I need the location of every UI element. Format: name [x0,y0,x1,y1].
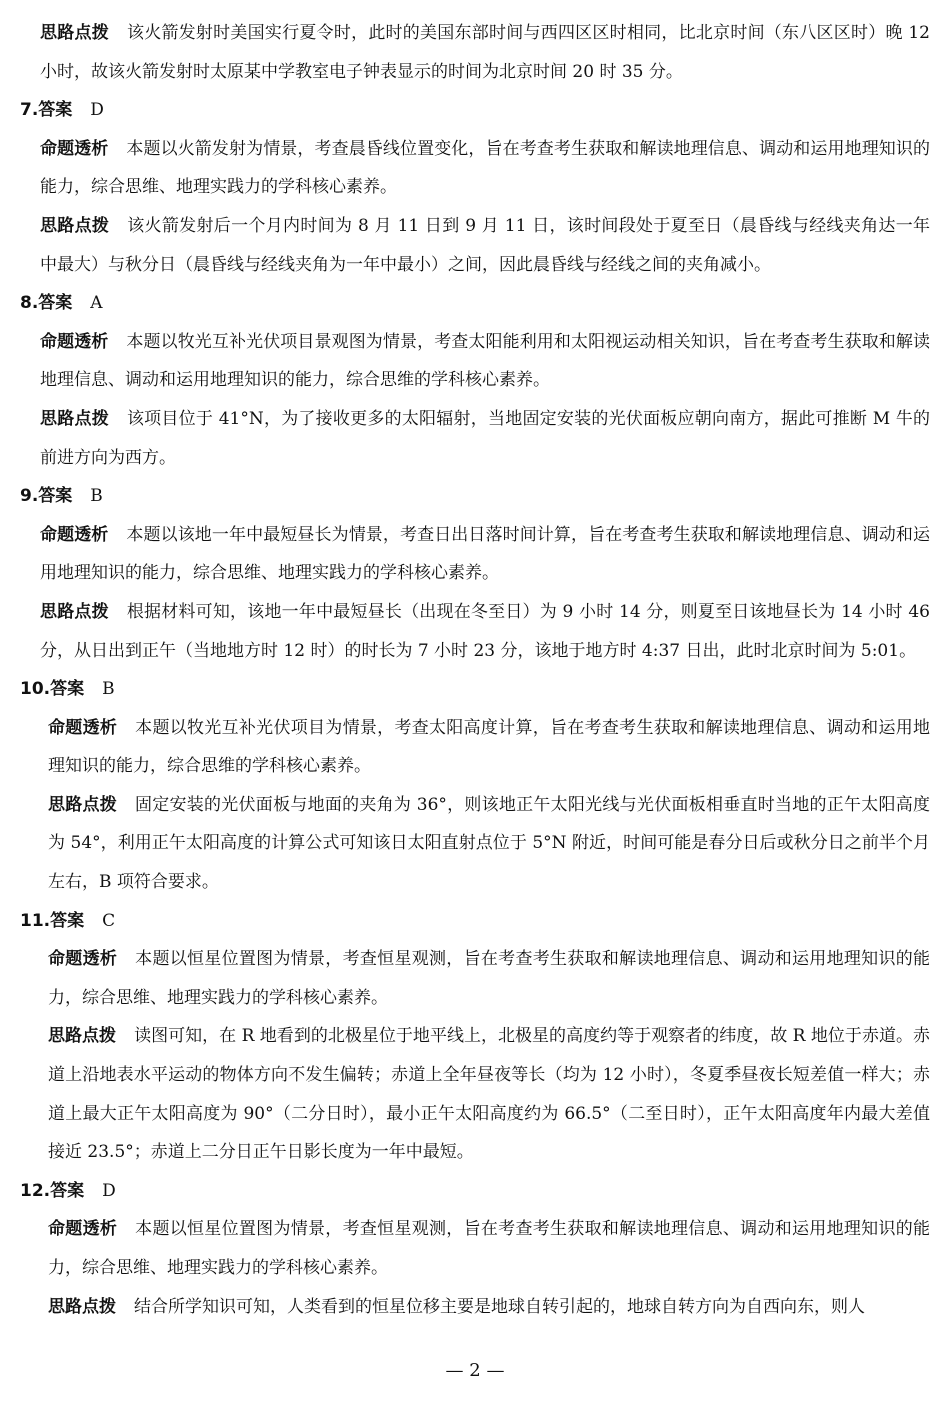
question-number: 12. [20,1180,51,1201]
analysis-paragraph [0,516,930,593]
answer-line [0,1172,930,1211]
analysis-paragraph [0,709,930,786]
hint-paragraph [0,1017,930,1171]
answer-value: D [102,1180,116,1201]
answer-label: 答案 [38,293,73,314]
hint-label: 思路点拨 [48,1026,117,1047]
analysis-label: 命题透析 [40,138,109,159]
hint-text: 读图可知，在 R 地看到的北极星位于地平线上，北极星的高度约等于观察者的纬度，故 R 地位于赤道。赤道上沿地表水平运动的物体方向不发生偏转；赤道上全年昼夜等长（均为 12 小时），冬夏季昼夜长短差值一样大；赤道上最大正午太阳高度为 90°（二分日时），最小正午太阳高度约为 66.5°（二至日时），正午太阳高度年内最大差值接近 23.5°；赤道上二分日正午日影长度为一年中最短。 [48,1026,930,1163]
question-number: 8. [20,293,39,314]
intro-hint [0,14,930,91]
analysis-paragraph [0,940,930,1017]
question-9 [0,477,930,670]
analysis-text: 本题以恒星位置图为情景，考查恒星观测，旨在考查考生获取和解读地理信息、调动和运用地理知识的能力，综合思维、地理实践力的学科核心素养。 [48,949,931,1008]
answer-label: 答案 [38,100,73,121]
hint-paragraph [0,1288,930,1327]
answer-label: 答案 [38,486,73,507]
question-10 [0,670,930,902]
hint-text: 该火箭发射后一个月内时间为 8 月 11 日到 9 月 11 日，该时间段处于夏至日（晨昏线与经线夹角达一年中最大）与秋分日（晨昏线与经线夹角为一年中最小）之间，因此晨昏线与经线之间的夹角减小。 [40,215,931,275]
hint-label: 思路点拨 [40,215,110,236]
hint-label: 思路点拨 [48,794,118,815]
hint-paragraph [0,786,930,902]
page-number: — 2 — [445,1360,505,1381]
answer-line [0,670,930,709]
answer-line [0,284,930,323]
analysis-paragraph [0,323,930,400]
question-11 [0,902,930,1172]
hint-paragraph [0,207,930,284]
answer-line [0,91,930,130]
hint-text: 根据材料可知，该地一年中最短昼长（出现在冬至日）为 9 小时 14 分，则夏至日该地昼长为 14 小时 46 分，从日出到正午（当地地方时 12 时）的时长为 7 小时 23 分，该地于地方时 4:37 日出，此时北京时间为 5:01。 [40,601,930,661]
analysis-label: 命题透析 [40,524,109,545]
analysis-text: 本题以恒星位置图为情景，考查恒星观测，旨在考查考生获取和解读地理信息、调动和运用地理知识的能力，综合思维、地理实践力的学科核心素养。 [48,1219,931,1278]
answer-value: B [90,486,103,507]
hint-text: 该火箭发射时美国实行夏令时，此时的美国东部时间与西四区区时相同，比北京时间（东八区区时）晚 12 小时，故该火箭发射时太原某中学教室电子钟表显示的时间为北京时间 20 时 35 分。 [40,23,930,82]
analysis-text: 本题以该地一年中最短昼长为情景，考查日出日落时间计算，旨在考查考生获取和解读地理信息、调动和运用地理知识的能力，综合思维、地理实践力的学科核心素养。 [40,524,931,584]
analysis-paragraph [0,130,930,207]
answer-value: A [90,293,103,314]
answer-label: 答案 [50,910,85,931]
analysis-paragraph [0,1210,930,1287]
hint-label: 思路点拨 [48,1296,116,1317]
answer-line [0,902,930,941]
analysis-text: 本题以火箭发射为情景，考查晨昏线位置变化，旨在考查考生获取和解读地理信息、调动和运用地理知识的能力，综合思维、地理实践力的学科核心素养。 [40,138,931,198]
analysis-label: 命题透析 [48,949,118,970]
hint-text: 固定安装的光伏面板与地面的夹角为 36°，则该地正午太阳光线与光伏面板相垂直时当地的正午太阳高度为 54°，利用正午太阳高度的计算公式可知该日太阳直射点位于 5°N 附近，时间可能是春分日后或秋分日之前半个月左右，B 项符合要求。 [48,794,931,893]
hint-text: 该项目位于 41°N，为了接收更多的太阳辐射，当地固定安装的光伏面板应朝向南方，据此可推断 M 牛的前进方向为西方。 [40,408,931,468]
hint-paragraph [0,593,930,670]
question-12 [0,1172,930,1326]
question-number: 11. [20,910,51,931]
answer-value: C [102,910,116,931]
question-8 [0,284,930,477]
hint-label: 思路点拨 [40,408,109,429]
hint-label: 思路点拨 [40,23,109,43]
question-number: 7. [20,100,39,121]
answer-value: B [102,679,115,700]
hint-paragraph [0,400,930,477]
hint-text: 结合所学知识可知，人类看到的恒星位移主要是地球自转引起的，地球自转方向为自西向东，则人 [134,1296,865,1317]
hint-label: 思路点拨 [40,601,109,622]
question-number: 10. [20,679,51,700]
answer-value: D [90,100,104,121]
analysis-label: 命题透析 [48,1219,118,1240]
question-7 [0,91,930,284]
analysis-text: 本题以牧光互补光伏项目景观图为情景，考查太阳能利用和太阳视运动相关知识，旨在考查考生获取和解读地理信息、调动和运用地理知识的能力，综合思维的学科核心素养。 [40,331,931,391]
analysis-label: 命题透析 [48,717,118,738]
answer-label: 答案 [50,679,85,700]
analysis-label: 命题透析 [40,331,109,352]
question-number: 9. [20,486,39,507]
answer-label: 答案 [50,1180,85,1201]
analysis-text: 本题以牧光互补光伏项目为情景，考查太阳高度计算，旨在考查考生获取和解读地理信息、调动和运用地理知识的能力，综合思维的学科核心素养。 [48,717,931,777]
answer-line [0,477,930,516]
